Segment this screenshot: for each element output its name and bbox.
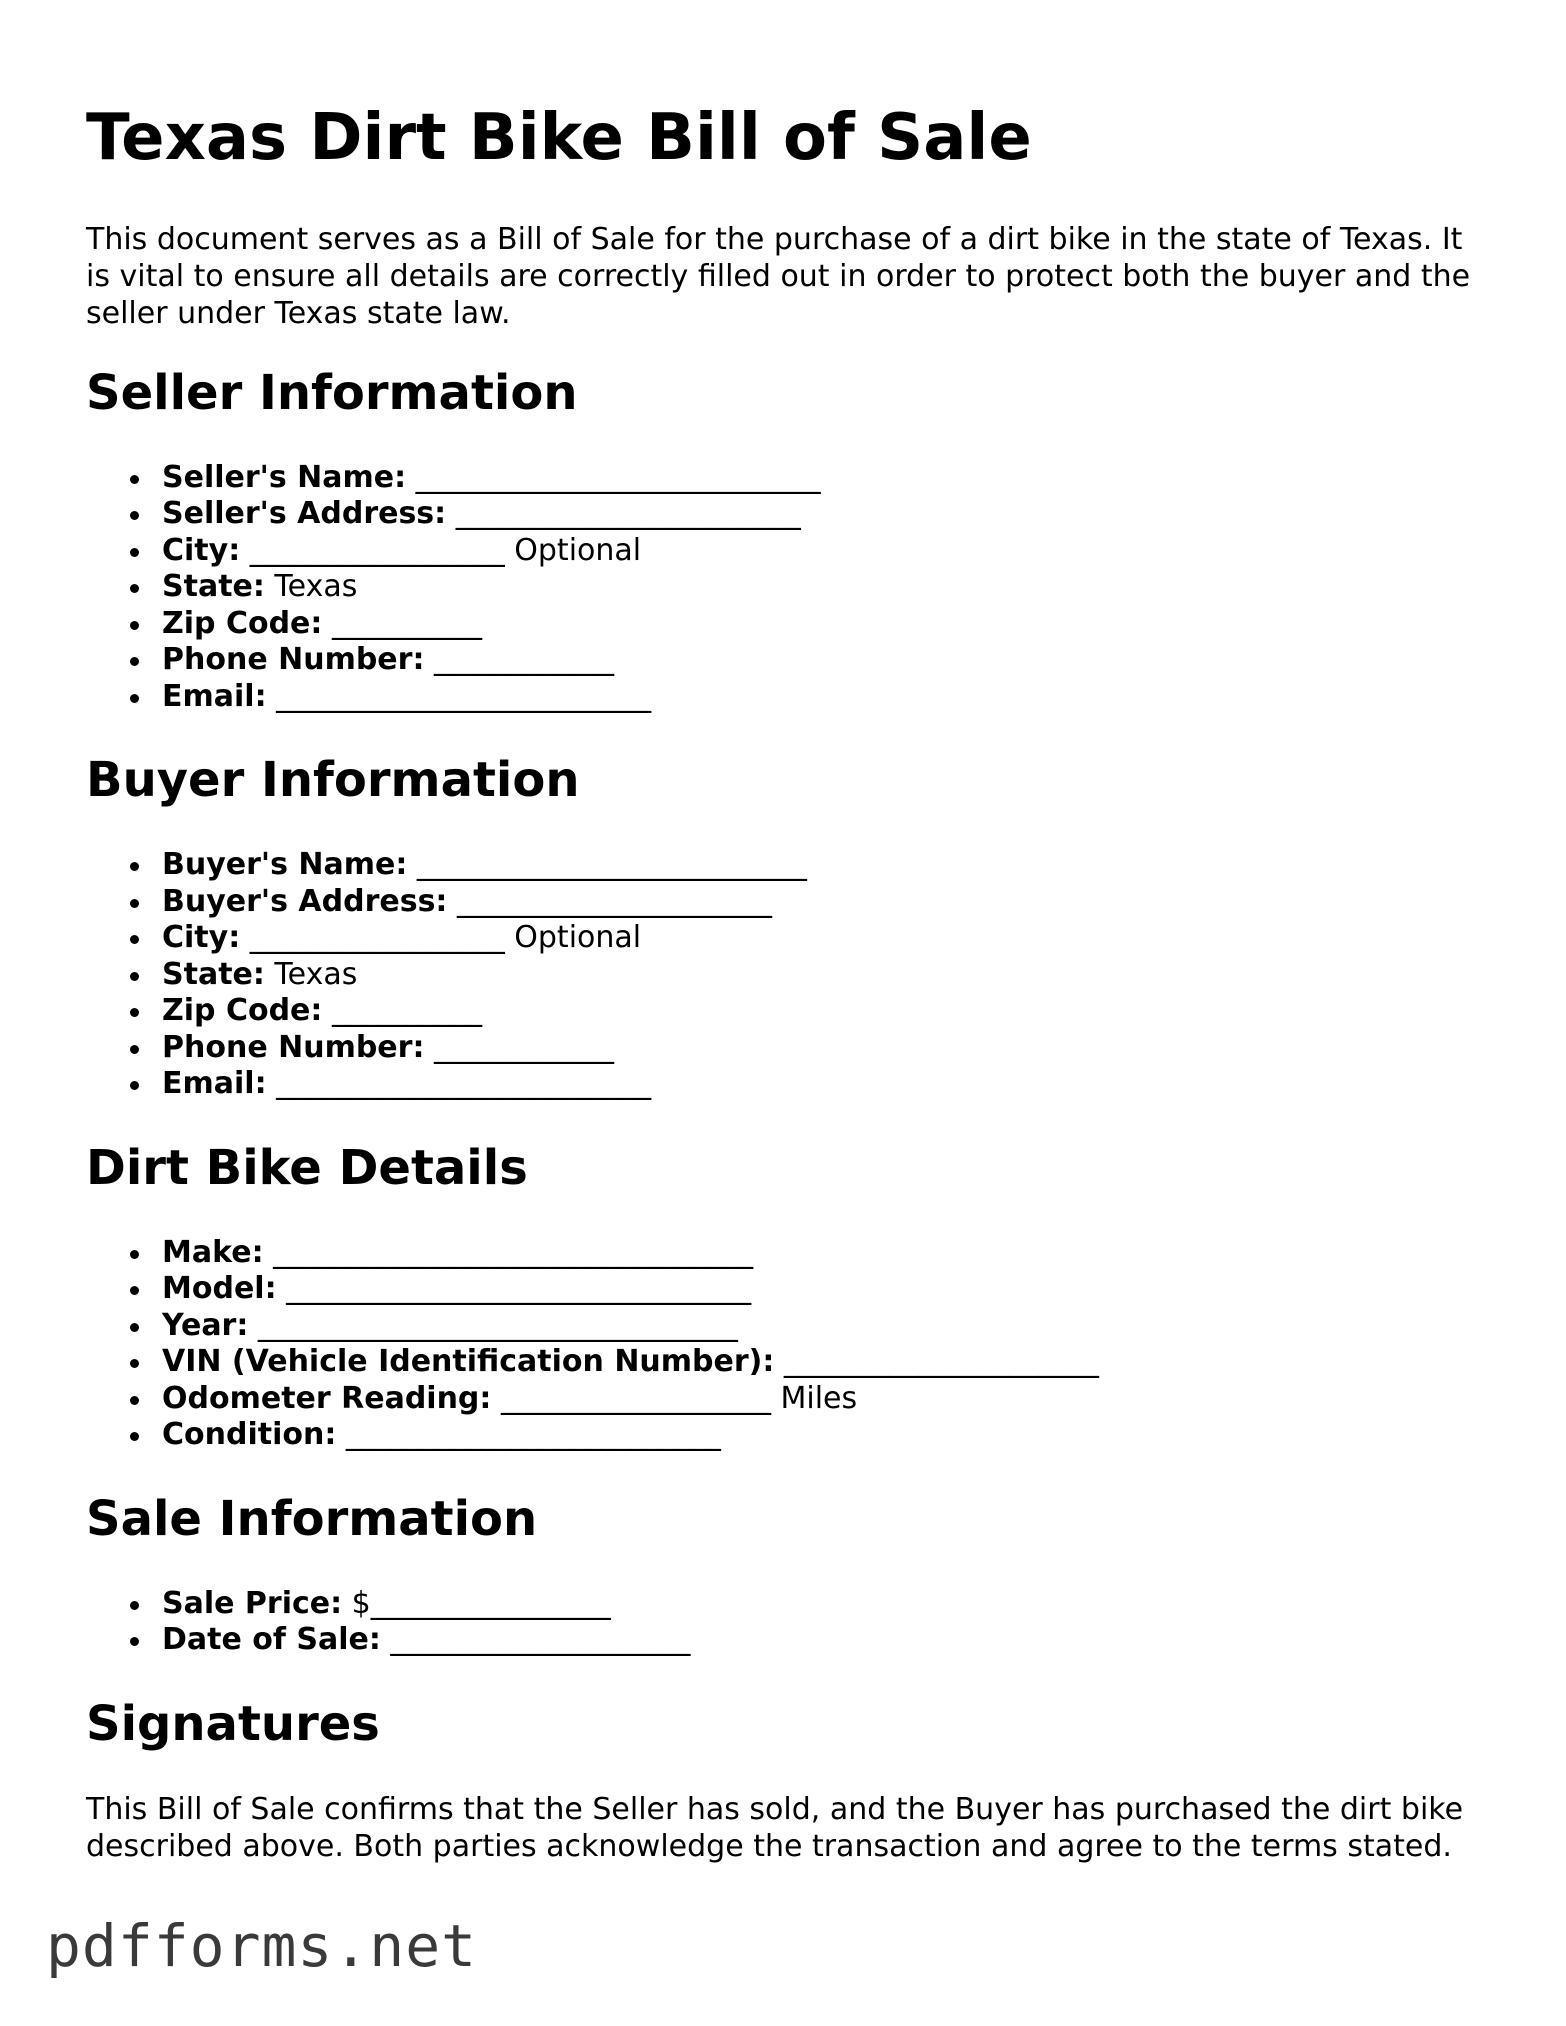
- sale-price-field[interactable]: [162, 1586, 1486, 1623]
- field-value: _________________ Optional: [240, 920, 642, 956]
- buyer-state-field: [162, 957, 1486, 994]
- field-value: _________________________: [336, 1417, 721, 1453]
- sale-section-heading: Sale Information: [86, 1490, 538, 1547]
- field-value: _________________________: [266, 1066, 652, 1102]
- bike-make-field[interactable]: [162, 1235, 1486, 1272]
- sale-field-list: [86, 1586, 1486, 1659]
- field-label: Phone Number:: [162, 642, 425, 678]
- field-value: Texas: [264, 569, 358, 605]
- seller-address-field[interactable]: [162, 496, 1486, 533]
- signatures-section-heading: Signatures: [86, 1695, 380, 1752]
- field-value: _________________ Optional: [240, 532, 642, 568]
- field-label: State:: [162, 956, 265, 992]
- field-value: _________________________: [266, 678, 652, 714]
- field-label: Condition:: [162, 1417, 337, 1453]
- buyer-email-field[interactable]: [162, 1066, 1486, 1103]
- field-value: ________________________________: [263, 1234, 754, 1270]
- bike-odometer-field[interactable]: [162, 1381, 1486, 1418]
- seller-section-heading: Seller Information: [86, 364, 578, 421]
- buyer-field-list: [86, 847, 1486, 1103]
- field-value: ____________: [424, 1029, 614, 1065]
- field-value: ____________________: [380, 1622, 691, 1658]
- seller-zip-field[interactable]: [162, 606, 1486, 643]
- field-value: Texas: [264, 956, 358, 992]
- field-label: Seller's Address:: [162, 496, 447, 532]
- field-label: State:: [162, 569, 265, 605]
- field-label: Email:: [162, 1066, 267, 1102]
- field-label: Sale Price:: [162, 1585, 343, 1621]
- buyer-city-field[interactable]: [162, 920, 1486, 957]
- field-label: City:: [162, 532, 241, 568]
- seller-field-list: [86, 460, 1486, 716]
- bike-vin-field[interactable]: [162, 1344, 1486, 1381]
- bike-field-list: [86, 1235, 1486, 1454]
- signatures-paragraph: This Bill of Sale confirms that the Seller has sold, and the Buyer has purchased the dirt bike described above. Both parties acknowledge the transaction and agree to the terms stated.: [86, 1791, 1464, 1864]
- field-label: Email:: [162, 678, 267, 714]
- field-label: VIN (Vehicle Identification Number):: [162, 1344, 775, 1380]
- field-label: Odometer Reading:: [162, 1380, 492, 1416]
- document-title: Texas Dirt Bike Bill of Sale: [86, 101, 1032, 175]
- field-label: Buyer's Name:: [162, 847, 408, 883]
- field-value: ___________________________: [406, 459, 821, 495]
- field-value: ________________________________: [248, 1307, 738, 1343]
- buyer-name-field[interactable]: [162, 847, 1486, 884]
- field-value: ____________: [424, 642, 614, 678]
- sale-date-field[interactable]: [162, 1622, 1486, 1659]
- seller-name-field[interactable]: [162, 460, 1486, 497]
- bike-condition-field[interactable]: [162, 1417, 1486, 1454]
- seller-phone-field[interactable]: [162, 642, 1486, 679]
- bike-year-field[interactable]: [162, 1308, 1486, 1345]
- field-value: __________: [322, 993, 482, 1029]
- buyer-section-heading: Buyer Information: [86, 752, 580, 809]
- watermark-logo: pdfforms.net: [46, 1912, 478, 1980]
- seller-email-field[interactable]: [162, 679, 1486, 716]
- field-label: Date of Sale:: [162, 1622, 381, 1658]
- field-label: Phone Number:: [162, 1029, 425, 1065]
- field-label: Seller's Name:: [162, 459, 407, 495]
- buyer-address-field[interactable]: [162, 884, 1486, 921]
- field-value: __________________ Miles: [491, 1380, 858, 1416]
- buyer-phone-field[interactable]: [162, 1030, 1486, 1067]
- bike-section-heading: Dirt Bike Details: [86, 1139, 528, 1196]
- field-value: __________: [322, 605, 482, 641]
- field-label: Year:: [162, 1307, 249, 1343]
- field-label: Buyer's Address:: [162, 883, 448, 919]
- seller-city-field[interactable]: [162, 533, 1486, 570]
- field-label: Make:: [162, 1234, 264, 1270]
- field-value: _______________________________: [276, 1271, 752, 1307]
- field-value: _______________________: [446, 496, 801, 532]
- field-label: City:: [162, 920, 241, 956]
- buyer-zip-field[interactable]: [162, 993, 1486, 1030]
- field-value: _____________________: [447, 883, 772, 919]
- field-label: Model:: [162, 1271, 277, 1307]
- field-value: $________________: [342, 1585, 611, 1621]
- bike-model-field[interactable]: [162, 1271, 1486, 1308]
- document-page: [86, 100, 1486, 1897]
- field-label: Zip Code:: [162, 605, 323, 641]
- seller-state-field: [162, 569, 1486, 606]
- field-value: __________________________: [407, 847, 807, 883]
- intro-paragraph: This document serves as a Bill of Sale for the purchase of a dirt bike in the state of Texas. It is vital to ensure all details are correctly filled out in order to protect both the buyer and the seller under Texas state law.: [86, 221, 1471, 331]
- field-label: Zip Code:: [162, 993, 323, 1029]
- field-value: _____________________: [774, 1344, 1099, 1380]
